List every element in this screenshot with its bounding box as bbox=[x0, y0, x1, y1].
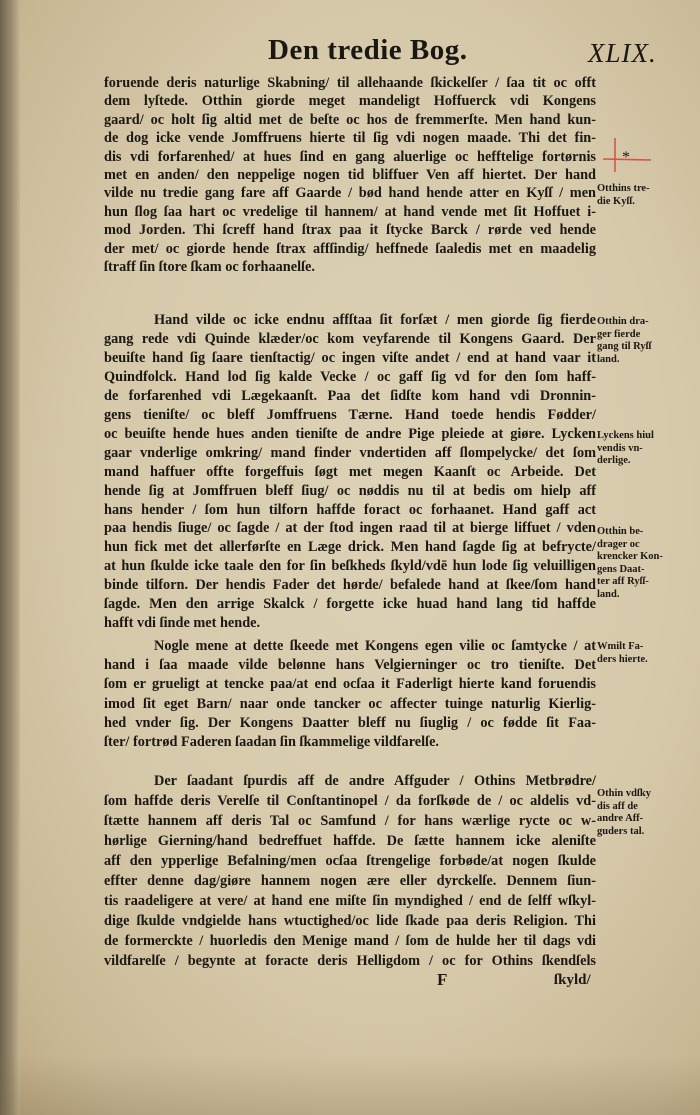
running-head-title: Den tredie Bog. bbox=[268, 34, 468, 66]
text-line: Der ſaadant ſpurdis aff de andre Affguder / Othins Metbrødre/ bbox=[154, 773, 596, 789]
margin-note-line: gens Daat- bbox=[597, 563, 645, 575]
paragraph bbox=[104, 74, 596, 276]
margin-note-line: Otthin dra- bbox=[597, 316, 649, 327]
margin-note-line: guders tal. bbox=[597, 825, 645, 837]
paragraph bbox=[104, 311, 596, 633]
text-line: ſtraff ſin ſtore ſkam oc forhaanelſe. bbox=[104, 259, 315, 276]
text-line: dige ſkulde vndgielde hans wtuctighed/oc lide ſkade paa deris Religion. Thi bbox=[104, 913, 596, 929]
text-line: effter denne dag/giøre hannem nogen ære eller dyrckelſe. Dennem ſiun- bbox=[104, 873, 596, 889]
margin-note bbox=[597, 183, 650, 208]
margin-note bbox=[597, 430, 654, 468]
text-line: vildfarelſe / begynte at foracte deris Helligdom / oc for Othins ſkendſels bbox=[104, 953, 596, 969]
text-line: der met/ oc giorde hende ſtrax affſindig/ heffnede ſaaledis met en maadelig bbox=[104, 240, 596, 257]
text-line: beuiſte hand ſig ſaare tienſtactig/ oc ingen viſte andet / end at hand vaar it bbox=[104, 349, 596, 366]
margin-note-line: vendis vn- bbox=[597, 442, 643, 454]
text-line: dem lyſtede. Otthin giorde meget mandeligt Hoffuerck vdi Kongens bbox=[104, 93, 596, 110]
text-line: hun ſlog ſaa hart oc vredelige til hannem/ at hand vende met ſit Hoffuet i- bbox=[104, 203, 596, 220]
page-shadow bbox=[0, 1055, 700, 1115]
catchword: ſkyld/ bbox=[554, 972, 591, 988]
text-line: Nogle mene at dette ſkeede met Kongens egen vilie oc ſamtycke / at bbox=[154, 638, 596, 654]
margin-note-line: ders hierte. bbox=[597, 653, 648, 665]
margin-note-line: Otthin be- bbox=[597, 526, 644, 537]
paragraph bbox=[104, 637, 596, 752]
margin-note-line: Otthins tre- bbox=[597, 183, 650, 194]
text-line: gens tieniſte/ oc bleff Jomffruens Tærne. Hand toede hendis Fødder/ bbox=[104, 406, 596, 423]
folio-number: XLIX. bbox=[588, 38, 657, 68]
red-cross-annotation-icon bbox=[603, 138, 653, 178]
margin-note-line: Lyckens hiul bbox=[597, 430, 654, 441]
text-line: hørlige Gierning/hand bedreffuet haffde. De ſætte hannem icke aleniſte bbox=[104, 833, 596, 849]
text-line: gaar vnderlige omkring/ mand finder vndertiden aff ſlompelycke/ det ſom bbox=[104, 444, 596, 461]
margin-note-line: ter aff Ryſſ- bbox=[597, 576, 649, 587]
margin-note-line: Wmilt Fa- bbox=[597, 641, 644, 652]
text-line: aff den ypperlige Befalning/men ocſaa ſtrengelige forbøde/at nogen ſkulde bbox=[104, 853, 596, 869]
margin-note bbox=[597, 788, 651, 838]
text-line: paa hendis ſiuge/ oc ſagde / at der ſtod ingen raad til at bierge liffuet / vden bbox=[104, 520, 596, 537]
margin-note bbox=[597, 641, 648, 666]
page-binding-edge bbox=[0, 0, 20, 1115]
text-line: gang rede vdi Quinde klæder/oc kom veyfarende til Kongens Gaard. Der bbox=[104, 330, 596, 347]
text-line: foruende deris naturlige Skabning/ til allehaande ſkickelſer / ſaa tit oc offt bbox=[104, 75, 596, 91]
text-line: hafft vdi ſinde met hende. bbox=[104, 615, 261, 632]
text-line: de formerckte / huorledis den Menige mand / ſom de hulde her til dags vdi bbox=[104, 933, 596, 949]
text-line: oc beuiſte hende hues anden tieniſte de andre Pige pleiede at giøre. Lycken bbox=[104, 425, 596, 442]
margin-note-line: gang til Ryſſ bbox=[597, 341, 652, 352]
margin-note-line: krencker Kon- bbox=[597, 551, 663, 562]
text-line: vilde nu tredie gang fare aff Gaarde / bød hand hende atter en Kyſſ / men bbox=[104, 185, 596, 202]
text-line: ſtætte hannem aff deris Tal oc Samfund / for hans wærlige rycte oc w- bbox=[104, 813, 596, 829]
text-line: hende ſig at Jomffruen bleff ſiug/ oc nøddis nu til at bedis om hielp aff bbox=[104, 482, 596, 499]
text-line: ſom haffde deris Verelſe til Conſtantinopel / da forſkøde de / oc aldelis vd- bbox=[104, 793, 596, 809]
text-line: imod ſit eget Barn/ naar onde tancker oc affecter tuinge naturlig Kierlig- bbox=[104, 695, 596, 712]
text-line: met en anden/ den neppelige nogen tid bliffuer Ven aff hiertet. Der hand bbox=[104, 167, 596, 184]
margin-note-line: land. bbox=[597, 588, 620, 600]
text-line: de forfarenhed vdi Lægekaanſt. Paa det ſidſte kom hand vdi Dronnin- bbox=[104, 387, 596, 404]
text-line: ſagde. Men den arrige Skalck / forgette icke huad hand lang tid haffde bbox=[104, 596, 596, 613]
text-line: ſom er grueligt at tencke paa/at end ocſaa it Faderligt hierte kand foruendis bbox=[104, 676, 596, 693]
text-line: gaard/ oc holt ſig altid met de beſte oc hos de fremmerſte. Men hand kun- bbox=[104, 111, 596, 128]
margin-note bbox=[597, 316, 651, 366]
text-line: binde tilforn. Der hendis Fader det hørde/ befalede hand at ſkee/ſom hand bbox=[104, 577, 596, 594]
text-line: hun fick met det allerførſte en Læge drick. Men hand ſagde ſig at befrycte/ bbox=[104, 539, 596, 556]
text-line: hans hender / ſom hun tilforn haffde foract oc forhaanet. Hand gaff act bbox=[104, 501, 596, 518]
margin-note-line: andre Aff- bbox=[597, 813, 644, 824]
signature-mark: F bbox=[437, 970, 448, 989]
text-line: de dog icke vende Jomffruens hierte til ſig vdi nogen maade. Thi det fin- bbox=[104, 130, 596, 147]
margin-note-line: drager oc bbox=[597, 538, 640, 550]
margin-note-line: land. bbox=[597, 353, 620, 365]
text-line: mod Jorden. Thi ſcreff hand ſtrax paa it ſtycke Barck / rørde ved hende bbox=[104, 222, 596, 239]
text-line: hand i ſaa maade vilde belønne hans Velgierninger oc tro tieniſte. Det bbox=[104, 657, 596, 674]
margin-note-line: Othin vdſky bbox=[597, 788, 651, 799]
text-line: Hand vilde oc icke endnu affſtaa ſit forſæt / men giorde ſig fierde bbox=[154, 312, 596, 328]
text-line: at hun ſkulde icke taale den for ſin beſkheds ſkyld/vdē hun lode ſig veluilligen bbox=[104, 558, 596, 575]
text-line: Quindfolck. Hand lod ſig kalde Vecke / oc gaff ſig vd for den ſom haff- bbox=[104, 368, 596, 385]
text-line: ſter/ fortrød Faderen ſaadan ſin ſkammelige vildfarelſe. bbox=[104, 734, 440, 751]
svg-text:*: * bbox=[622, 149, 630, 166]
margin-note-line: ger fierde bbox=[597, 328, 641, 340]
text-line: hed vnder ſig. Der Kongens Daatter bleff nu ſiuglig / oc fødde ſit Faa- bbox=[104, 714, 596, 731]
text-line: dis vdi forfarenhed/ at hues ſind en gang aluerlige oc hefftelige fortørnis bbox=[104, 148, 596, 165]
margin-note-line: derlige. bbox=[597, 455, 631, 466]
paragraph bbox=[104, 771, 596, 971]
text-line: tis raadeligere at vere/ at hand ene miſte ſin myndighed / end de ſelff wſkyl- bbox=[104, 893, 596, 909]
margin-note bbox=[597, 526, 663, 601]
margin-note-line: die Kyſſ. bbox=[597, 195, 635, 207]
text-line: mand haffuer offte forgeffuis ſøgt met megen Kaanſt oc Arbeide. Det bbox=[104, 463, 596, 480]
margin-note-line: dis aff de bbox=[597, 800, 638, 812]
